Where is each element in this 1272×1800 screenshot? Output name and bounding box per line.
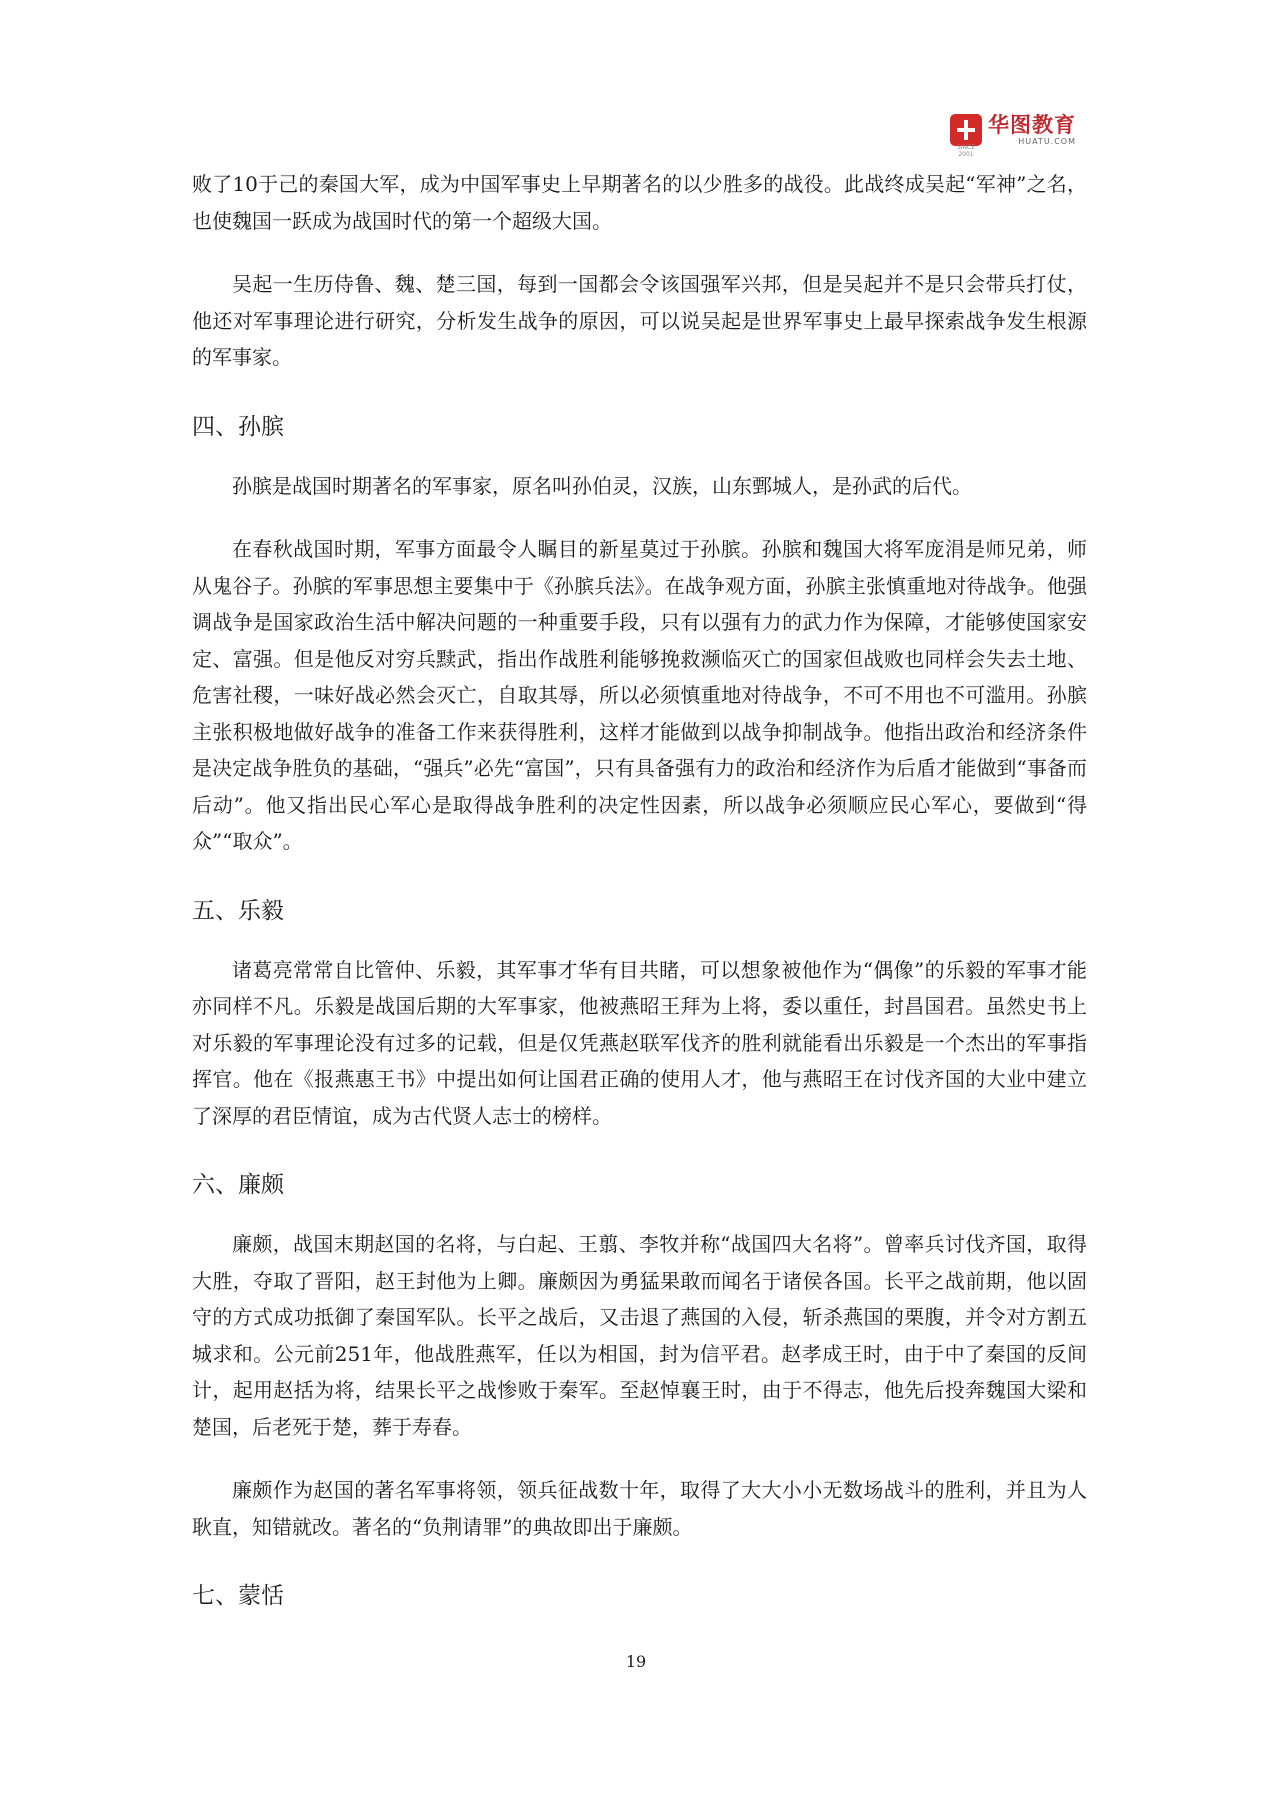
logo-since: SINCE 2001 [956, 144, 976, 158]
logo-name: 华图教育 [988, 113, 1076, 137]
paragraph-sunbin-1: 孙膑是战国时期著名的军事家，原名叫孙伯灵，汉族，山东鄄城人，是孙武的后代。 [232, 473, 972, 498]
section-heading-lianpo: 六、廉颇 [192, 1172, 284, 1198]
section-heading-sunbin: 四、孙膑 [192, 413, 284, 440]
paragraph-lianpo-1: 廉颇，战国末期赵国的名将，与白起、王翦、李牧并称“战国四大名将”。曾率兵讨伐齐国，取得大胜，夺取了晋阳，赵王封他为上卿。廉颇因为勇猛果敢而闻名于诸侯各国。长平之战前期，他以固守的方式成功抵御了秦国军队。长平之战后，又击退了燕国的入侵，斩杀燕国的栗腹，并令对方割五城求和。公元前251年，他战胜燕军，任以为相国，封为信平君。赵孝成王时，由于中了秦国的反间计，起用赵括为将，结果长平之战惨败于秦军。至赵悼襄王时，由于不得志，他先后投奔魏国大梁和楚国，后老死于楚，葬于寿春。 [192, 1232, 1087, 1439]
section-heading-mengtian: 七、蒙恬 [192, 1583, 284, 1609]
huatu-logo-icon [950, 114, 982, 146]
page-number: 19 [625, 1652, 647, 1671]
paragraph-wuqi-2: 吴起一生历侍鲁、魏、楚三国，每到一国都会令该国强军兴邦，但是吴起并不是只会带兵打仗，他还对军事理论进行研究，分析发生战争的原因，可以说吴起是世界军事史上最早探索战争发生根源的军事家。 [192, 272, 1087, 369]
paragraph-lianpo-2: 廉颇作为赵国的著名军事将领，领兵征战数十年，取得了大大小小无数场战斗的胜利，并且为人耿直，知错就改。著名的“负荆请罪”的典故即出于廉颇。 [192, 1478, 1087, 1539]
logo-url: HUATU.COM [1018, 137, 1076, 146]
logo-text [988, 114, 1076, 146]
section-heading-yueyi: 五、乐毅 [192, 897, 284, 924]
paragraph-wuqi-continued: 败了10于己的秦国大军，成为中国军事史上早期著名的以少胜多的战役。此战终成吴起“军神”之名，也使魏国一跃成为战国时代的第一个超级大国。 [192, 172, 1087, 233]
paragraph-sunbin-2: 在春秋战国时期，军事方面最令人瞩目的新星莫过于孙膑。孙膑和魏国大将军庞涓是师兄弟，师从鬼谷子。孙膑的军事思想主要集中于《孙膑兵法》。在战争观方面，孙膑主张慎重地对待战争。他强调战争是国家政治生活中解决问题的一种重要手段，只有以强有力的武力作为保障，才能够使国家安定、富强。但是他反对穷兵黩武，指出作战胜利能够挽救濒临灭亡的国家但战败也同样会失去土地、危害社稷，一味好战必然会灭亡，自取其辱，所以必须慎重地对待战争，不可不用也不可滥用。孙膑主张积极地做好战争的准备工作来获得胜利，这样才能做到以战争抑制战争。他指出政治和经济条件是决定战争胜负的基础，“强兵”必先“富国”，只有具备强有力的政治和经济作为后盾才能做到“事备而后动”。他又指出民心军心是取得战争胜利的决定性因素，所以战争必须顺应民心军心，要做到“得众”“取众”。 [192, 537, 1087, 853]
paragraph-yueyi-1: 诸葛亮常常自比管仲、乐毅，其军事才华有目共睹，可以想象被他作为“偶像”的乐毅的军事才能亦同样不凡。乐毅是战国后期的大军事家，他被燕昭王拜为上将，委以重任，封昌国君。虽然史书上对乐毅的军事理论没有过多的记载，但是仅凭燕赵联军伐齐的胜利就能看出乐毅是一个杰出的军事指挥官。他在《报燕惠王书》中提出如何让国君正确的使用人才，他与燕昭王在讨伐齐国的大业中建立了深厚的君臣情谊，成为古代贤人志士的榜样。 [192, 957, 1087, 1128]
page-content [192, 166, 1087, 1637]
huatu-logo [950, 110, 1100, 158]
